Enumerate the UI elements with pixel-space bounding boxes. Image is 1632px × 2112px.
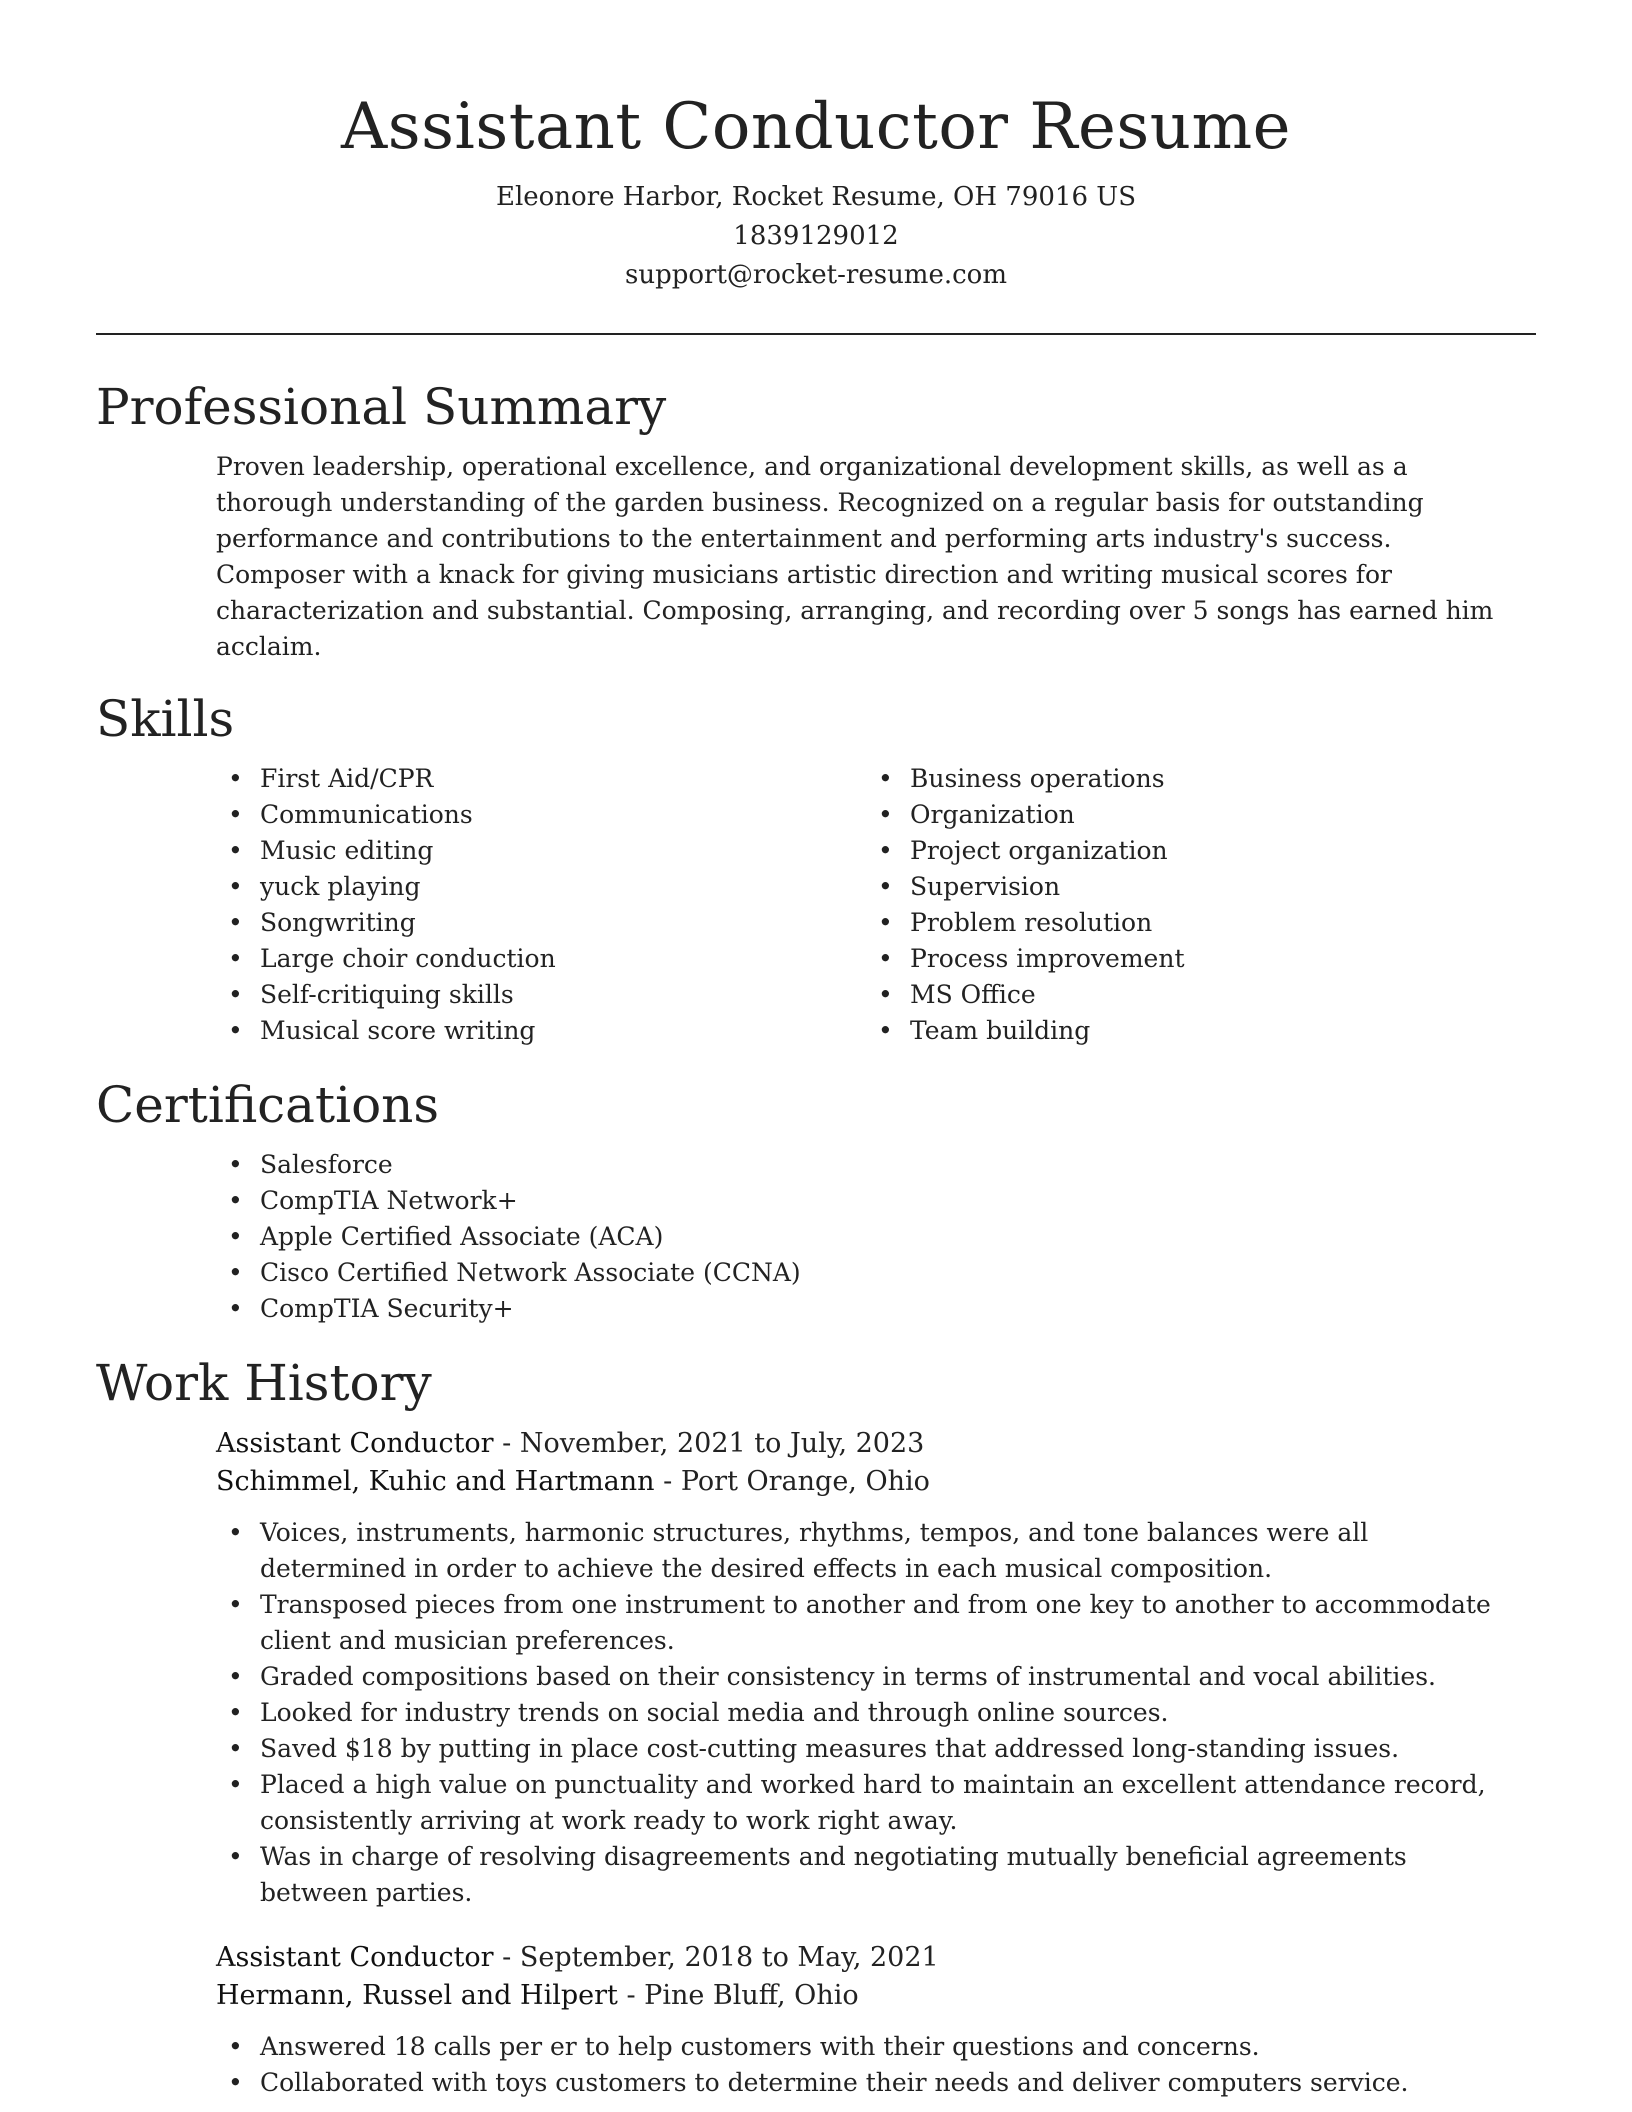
list-item-text: Voices, instruments, harmonic structures, rhythms, tempos, and tone balances were all determined in order to achieve the desired effects in each musical composition. <box>260 1518 1369 1583</box>
list-item <box>866 869 1516 905</box>
bullet-icon: • <box>228 944 243 973</box>
contact-address: Eleonore Harbor, Rocket Resume, OH 79016 US <box>495 182 1137 212</box>
bullet-icon: • <box>228 1770 243 1799</box>
job-company-line <box>216 1977 1536 2015</box>
list-item-text: Team building <box>910 1016 1091 1045</box>
bullet-icon: • <box>228 1518 243 1547</box>
bullet-icon: • <box>228 2032 243 2061</box>
certifications-section <box>96 1073 1536 1327</box>
list-item <box>216 1731 1496 1767</box>
list-item <box>216 1219 1536 1255</box>
bullet-icon: • <box>228 1186 243 1215</box>
work-history-section <box>96 1351 1536 2101</box>
list-item <box>216 941 866 977</box>
job-location: - Port Orange, Ohio <box>654 1466 930 1497</box>
list-item <box>866 905 1516 941</box>
list-item <box>866 977 1516 1013</box>
list-item-text: Was in charge of resolving disagreements and negotiating mutually beneficial agreements between parties. <box>260 1842 1407 1907</box>
bullet-icon: • <box>878 1016 893 1045</box>
skills-list-right <box>866 761 1516 1049</box>
list-item <box>216 2065 1496 2101</box>
list-item-text: Saved $18 by putting in place cost-cutting measures that addressed long-standing issues. <box>260 1734 1400 1763</box>
bullet-icon: • <box>228 1222 243 1251</box>
job-location: - Pine Bluff, Ohio <box>617 1980 859 2011</box>
job-role: Assistant Conductor <box>216 1428 494 1459</box>
job-title-line <box>216 1939 1536 1977</box>
list-item <box>216 833 866 869</box>
list-item-text: Supervision <box>910 872 1061 901</box>
list-item-text: Salesforce <box>260 1150 393 1179</box>
job-role: Assistant Conductor <box>216 1942 494 1973</box>
bullet-icon: • <box>228 908 243 937</box>
list-item <box>216 1291 1536 1327</box>
bullet-icon: • <box>878 908 893 937</box>
list-item-text: Music editing <box>260 836 434 865</box>
bullet-icon: • <box>228 1258 243 1287</box>
header-divider <box>96 333 1536 335</box>
job-duties-list <box>216 2029 1536 2101</box>
summary-heading: Professional Summary <box>96 378 667 436</box>
list-item-text: Graded compositions based on their consistency in terms of instrumental and vocal abilities. <box>260 1662 1437 1691</box>
bullet-icon: • <box>228 836 243 865</box>
list-item-text: MS Office <box>910 980 1036 1009</box>
summary-section <box>96 375 1536 665</box>
list-item <box>866 761 1516 797</box>
list-item <box>866 941 1516 977</box>
list-item-text: Business operations <box>910 764 1165 793</box>
list-item <box>216 905 866 941</box>
skills-heading: Skills <box>96 690 235 748</box>
skills-list-left <box>216 761 866 1049</box>
list-item-text: Placed a high value on punctuality and worked hard to maintain an excellent attendance record, consistently arriving at work ready to work right away. <box>260 1770 1486 1835</box>
list-item <box>216 1659 1496 1695</box>
list-item <box>216 869 866 905</box>
list-item-text: Project organization <box>910 836 1168 865</box>
list-item-text: Process improvement <box>910 944 1185 973</box>
bullet-icon: • <box>228 980 243 1009</box>
list-item-text: Looked for industry trends on social media and through online sources. <box>260 1698 1169 1727</box>
list-item <box>866 833 1516 869</box>
list-item-text: Cisco Certified Network Associate (CCNA) <box>260 1258 801 1287</box>
job-dates: - November, 2021 to July, 2023 <box>493 1428 925 1459</box>
list-item-text: Communications <box>260 800 473 829</box>
job-dates: - September, 2018 to May, 2021 <box>493 1942 939 1973</box>
list-item-text: Answered 18 calls per er to help customers with their questions and concerns. <box>260 2032 1260 2061</box>
list-item-text: Apple Certified Associate (ACA) <box>260 1222 664 1251</box>
list-item <box>216 797 866 833</box>
job-entry <box>216 1939 1536 2101</box>
bullet-icon: • <box>878 836 893 865</box>
list-item <box>216 761 866 797</box>
certifications-heading: Certifications <box>96 1076 440 1134</box>
bullet-icon: • <box>228 1590 243 1619</box>
list-item <box>216 1013 866 1049</box>
bullet-icon: • <box>228 764 243 793</box>
contact-email: support@rocket-resume.com <box>624 260 1007 290</box>
list-item <box>216 977 866 1013</box>
job-company: Hermann, Russel and Hilpert <box>216 1980 618 2011</box>
list-item <box>866 1013 1516 1049</box>
list-item <box>216 1183 1536 1219</box>
resume-title: Assistant Conductor Resume <box>341 90 1291 164</box>
list-item-text: First Aid/CPR <box>260 764 434 793</box>
list-item <box>216 1147 1536 1183</box>
list-item <box>216 1767 1496 1839</box>
list-item-text: Self-critiquing skills <box>260 980 514 1009</box>
job-title-line <box>216 1425 1536 1463</box>
list-item <box>216 1255 1536 1291</box>
list-item-text: Musical score writing <box>260 1016 536 1045</box>
list-item <box>866 797 1516 833</box>
list-item-text: Collaborated with toys customers to determine their needs and deliver computers service. <box>260 2068 1409 2097</box>
job-company-line <box>216 1463 1536 1501</box>
resume-page <box>96 0 1536 2101</box>
list-item <box>216 2029 1496 2065</box>
bullet-icon: • <box>228 2068 243 2097</box>
list-item-text: Large choir conduction <box>260 944 556 973</box>
list-item-text: CompTIA Security+ <box>260 1294 514 1323</box>
list-item-text: Songwriting <box>260 908 416 937</box>
list-item-text: Transposed pieces from one instrument to another and from one key to another to accommodate client and musician preferences. <box>260 1590 1491 1655</box>
list-item-text: Organization <box>910 800 1075 829</box>
contact-phone: 1839129012 <box>733 221 899 251</box>
bullet-icon: • <box>878 872 893 901</box>
bullet-icon: • <box>228 1842 243 1871</box>
job-entry <box>216 1425 1536 1911</box>
list-item-text: yuck playing <box>260 872 421 901</box>
bullet-icon: • <box>228 1294 243 1323</box>
bullet-icon: • <box>878 764 893 793</box>
job-company: Schimmel, Kuhic and Hartmann <box>216 1466 655 1497</box>
bullet-icon: • <box>228 800 243 829</box>
contact-info <box>96 178 1536 295</box>
list-item <box>216 1587 1496 1659</box>
list-item <box>216 1839 1496 1911</box>
work-history-heading: Work History <box>96 1354 432 1412</box>
bullet-icon: • <box>878 944 893 973</box>
bullet-icon: • <box>228 1734 243 1763</box>
bullet-icon: • <box>228 1698 243 1727</box>
bullet-icon: • <box>878 980 893 1009</box>
bullet-icon: • <box>228 1016 243 1045</box>
list-item <box>216 1515 1496 1587</box>
skills-section <box>96 687 1536 1049</box>
bullet-icon: • <box>228 1150 243 1179</box>
bullet-icon: • <box>878 800 893 829</box>
summary-text: Proven leadership, operational excellence, and organizational development skills, as well as a thorough understanding of the garden business. Recognized on a regular basis for outstanding performance and contributions to the entertainment and performing arts industry's success. Composer with a knack for giving musicians artistic direction and writing musical scores for characterization and substantial. Composing, arranging, and recording over 5 songs has earned him acclaim. <box>216 452 1494 661</box>
list-item-text: Problem resolution <box>910 908 1153 937</box>
bullet-icon: • <box>228 1662 243 1691</box>
bullet-icon: • <box>228 872 243 901</box>
certifications-list <box>216 1147 1536 1327</box>
job-duties-list <box>216 1515 1536 1911</box>
list-item-text: CompTIA Network+ <box>260 1186 518 1215</box>
list-item <box>216 1695 1496 1731</box>
